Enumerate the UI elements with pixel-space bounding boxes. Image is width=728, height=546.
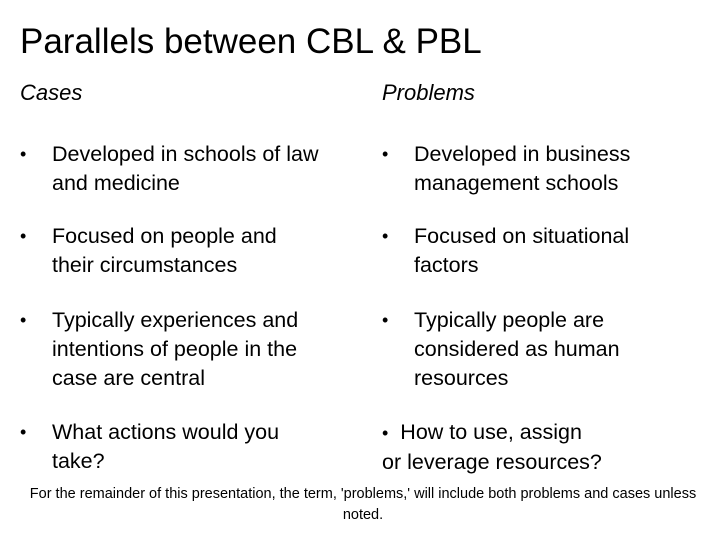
problems-bullet-text: Focused on situational factors [414,224,630,277]
bullet-dot-icon: • [382,423,389,443]
problems-heading: Problems [382,80,475,105]
bullet-dot-icon: • [382,226,389,246]
problems-bullet-text: How to use, assign [394,420,582,444]
cases-column [20,78,360,473]
problems-bullet [382,222,712,280]
bullet-dot-icon: • [382,310,389,330]
bullet-dot-icon: • [20,310,27,330]
problems-bullet-continuation: or leverage resources? [382,450,602,474]
bullet-dot-icon: • [20,144,27,164]
problems-bullet [382,306,712,393]
problems-bullet-line [382,418,712,448]
problems-bullet [382,140,712,198]
problems-bullet-text: Developed in business management schools [414,142,631,195]
cases-bullet-text: Focused on people and their circumstances [52,224,277,277]
bullet-dot-icon: • [20,226,27,246]
cases-bullet [20,306,360,393]
cases-bullet [20,140,360,198]
bullet-dot-icon: • [20,422,27,442]
problems-column [382,78,712,474]
cases-heading: Cases [20,80,83,105]
cases-bullet [20,222,360,280]
cases-bullet-text: What actions would you take? [52,420,280,473]
problems-bullet [382,418,712,477]
problems-bullet-text: Typically people are considered as human resources [414,308,620,390]
footnote: For the remainder of this presentation, the term, 'problems,' will include both problems and cases unless noted. [29,486,697,523]
slide-title: Parallels between CBL & PBL [20,22,482,61]
cases-bullet [20,418,360,476]
cases-bullet-text: Developed in schools of law and medicine [52,142,319,195]
bullet-dot-icon: • [382,144,389,164]
cases-bullet-text: Typically experiences and intentions of people in the case are central [52,308,299,390]
